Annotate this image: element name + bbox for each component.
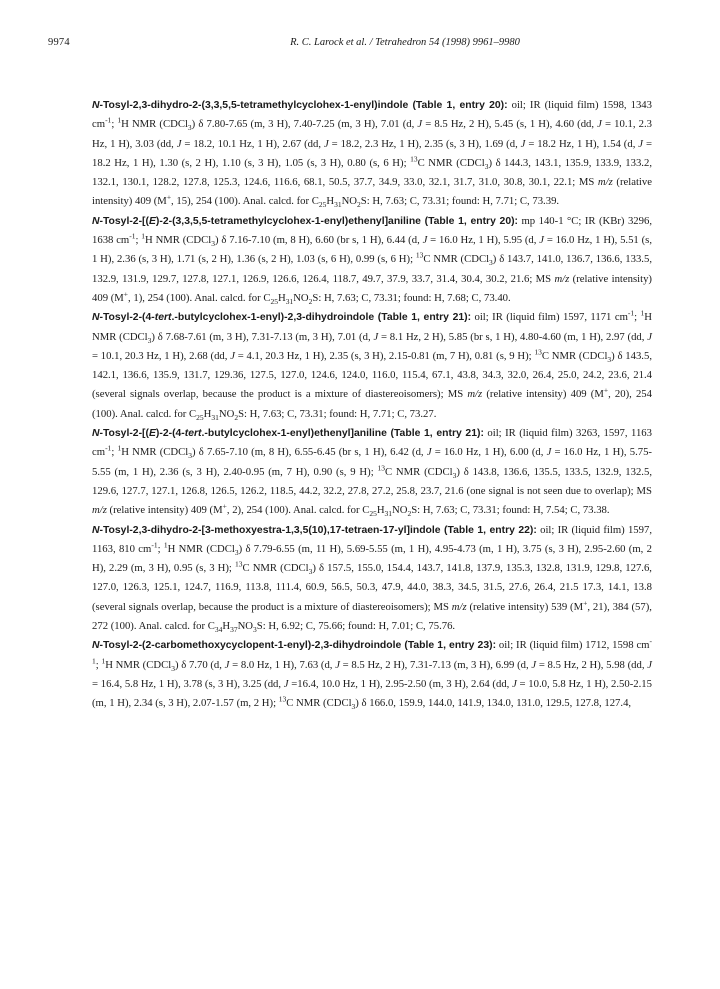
compound-entry bbox=[92, 96, 652, 212]
experimental-text bbox=[92, 96, 652, 714]
compound-title: N-Tosyl-2-[(E)-2-(3,3,5,5-tetramethylcyclohex-1-enyl)ethenyl]aniline (Table 1, entry 20): bbox=[92, 215, 519, 227]
compound-data: oil; IR (liquid film) 1598, 1343 $cm^{-1}$; $^1$H NMR (CDCl$_3$) δ 7.80-7.65 (m, 3 H), 7.40-7.25 (m, 3 H), 7.01 (d, J = 8.5 Hz, 2 H), 5.45 (s, 1 H), 4.60 (dd, J = 10.1, 2.3 Hz, 1 H), 3.03 (dd, J = 18.2, 10.1 Hz, 1 H), 2.67 (dd, J = 18.2, 2.3 Hz, 1 H), 2.35 (s, 3 H), 1.69 (d, J = 18.2 Hz, 1 H), 1.54 (d, J = 18.2 Hz, 1 H), 1.30 (s, 2 H), 1.10 (s, 3 H), 1.05 (s, 3 H), 0.80 (s, 6 H); $^{13}$C NMR (CDCl$_3$) δ 144.3, 143.1, 135.9, 133.9, 133.2, 132.1, 130.1, 128.2, 127.8, 125.3, 124.6, 116.6, 68.1, 50.5, 37.7, 34.9, 33.0, 32.1, 31.7, 31.0, 30.8, 30.1, 22.1; MS m/z (relative intensity) 409 (M+, 15), 254 (100). Anal. calcd. for $C_{25}H_{31}NO_2S$: H, 7.63; C, 73.31; found: H, 7.71; C, 73.39. bbox=[92, 99, 653, 210]
compound-entry bbox=[92, 212, 652, 308]
compound-data: oil; IR (liquid film) 1712, 1598 $cm^{-1}$; $^1$H NMR (CDCl$_3$) δ 7.70 (d, J = 8.0 Hz, 1 H), 7.63 (d, J = 8.5 Hz, 2 H), 7.31-7.13 (m, 3 H), 6.99 (d, J = 8.5 Hz, 2 H), 5.98 (dd, J = 16.4, 5.8 Hz, 1 H), 3.78 (s, 3 H), 3.25 (dd, J =16.4, 10.0 Hz, 1 H), 2.95-2.50 (m, 3 H), 2.64 (dd, J = 10.0, 5.8 Hz, 1 H), 2.50-2.15 (m, 1 H), 2.34 (s, 3 H), 2.07-1.57 (m, 2 H); $^{13}$C NMR (CDCl$_3$) δ 166.0, 159.9, 144.0, 141.9, 134.0, 131.0, 129.5, 127.8, 127.4, bbox=[92, 636, 652, 712]
compound-title: N-Tosyl-2-(2-carbomethoxycyclopent-1-enyl)-2,3-dihydroindole (Table 1, entry 23): bbox=[92, 640, 497, 652]
compound-data: oil; IR (liquid film) 1597, 1163, 810 $cm^{-1}$; $^1$H NMR (CDCl$_3$) δ 7.79-6.55 (m, 11 H), 5.69-5.55 (m, 1 H), 4.95-4.73 (m, 1 H), 3.75 (s, 3 H), 2.95-2.60 (m, 2 H), 2.29 (m, 3 H), 0.95 (s, 3 H); $^{13}$C NMR (CDCl$_3$) δ 157.5, 155.0, 154.4, 143.7, 141.8, 137.9, 135.3, 132.8, 131.9, 129.8, 127.6, 127.0, 126.3, 125.1, 124.7, 116.9, 113.8, 111.4, 60.9, 56.5, 50.3, 47.9, 44.0, 38.3, 34.5, 31.5, 27.6, 26.4, 21.5 17.3, 14.1, 13.8 (several signals overlap, because the product is a mixture of diastereoisomers); MS m/z (relative intensity) 539 (M+, 21), 384 (57), 272 (100). Anal. calcd. for $C_{34}H_{37}NO_3S$: H, 6.92; C, 75.66; found: H, 7.01; C, 75.76. bbox=[92, 523, 652, 635]
compound-entry bbox=[92, 308, 652, 424]
compound-entry bbox=[92, 636, 652, 713]
running-head: R. C. Larock et al. / Tetrahedron 54 (1998) 9961–9980 bbox=[290, 37, 520, 48]
compound-data: oil; IR (liquid film) 3263, 1597, 1163 $cm^{-1}$; $^1$H NMR (CDCl$_3$) δ 7.65-7.10 (m, 8 H), 6.55-6.45 (br s, 1 H), 6.42 (d, J = 16.0 Hz, 1 H), 6.00 (d, J = 16.0 Hz, 1 H), 5.75-5.55 (m, 1 H), 2.36 (s, 3 H), 2.40-0.95 (m, 7 H), 0.90 (s, 9 H); $^{13}$C NMR (CDCl$_3$) δ 143.8, 136.6, 135.5, 133.5, 132.9, 132.5, 129.6, 127.7, 127.1, 126.8, 126.5, 126.2, 118.5, 44.2, 32.2, 27.8, 27.2, 25.8, 23.7, 21.6 (one signal is not seen due to overlap); MS m/z (relative intensity) 409 (M+, 2), 254 (100). Anal. calcd. for $C_{25}H_{31}NO_2S$: H, 7.63; C, 73.31; found: H, 7.54; C, 73.38. bbox=[92, 427, 652, 519]
compound-data: mp 140-1 °C; IR (KBr) 3296, 1638 $cm^{-1}$; $^1$H NMR (CDCl$_3$) δ 7.16-7.10 (m, 8 H), 6.60 (br s, 1 H), 6.44 (d, J = 16.0 Hz, 1 H), 5.95 (d, J = 16.0 Hz, 1 H), 5.51 (s, 1 H), 2.36 (s, 3 H), 1.71 (s, 2 H), 1.36 (s, 2 H), 1.03 (s, 6 H), 0.99 (s, 6 H); $^{13}$C NMR (CDCl$_3$) δ 143.7, 141.0, 136.7, 136.6, 133.5, 132.9, 131.9, 129.7, 127.8, 127.1, 126.9, 126.6, 126.4, 118.7, 49.7, 37.9, 33.7, 31.4, 30.4, 30.2, 21.6; MS m/z (relative intensity) 409 (M+, 1), 254 (100). Anal. calcd. for $C_{25}H_{31}NO_2S$: H, 7.63; C, 73.31; found: H, 7.68; C, 73.40. bbox=[92, 214, 652, 307]
compound-data: oil; IR (liquid film) 1597, 1171 $cm^{-1}$; $^1$H NMR (CDCl$_3$) δ 7.68-7.61 (m, 3 H), 7.31-7.13 (m, 3 H), 7.01 (d, J = 8.1 Hz, 2 H), 5.85 (br s, 1 H), 4.80-4.60 (m, 1 H), 2.97 (dd, J = 10.1, 20.3 Hz, 1 H), 2.68 (dd, J = 4.1, 20.3 Hz, 1 H), 2.35 (s, 3 H), 2.15-0.81 (m, 7 H), 0.81 (s, 9 H); $^{13}$C NMR (CDCl$_3$) δ 143.5, 142.1, 136.6, 135.9, 131.7, 129.36, 127.5, 127.0, 124.6, 124.0, 116.0, 115.4, 67.1, 43.8, 34.3, 32.0, 26.4, 25.0, 24.2, 23.6, 21.4 (several signals overlap, because the product is a mixture of diastereoisomers); MS m/z (relative intensity) 409 (M+, 20), 254 (100). Anal. calcd. for $C_{25}H_{31}NO_2S$: H, 7.63; C, 73.31; found: H, 7.71; C, 73.27. bbox=[92, 308, 652, 422]
page-number: 9974 bbox=[48, 37, 70, 48]
compound-entry bbox=[92, 521, 652, 637]
compound-title: N-Tosyl-2,3-dihydro-2-(3,3,5,5-tetramethylcyclohex-1-enyl)indole (Table 1, entry 20): bbox=[92, 100, 508, 111]
compound-title: N-Tosyl-2,3-dihydro-2-[3-methoxyestra-1,3,5(10),17-tetraen-17-yl]indole (Table 1, entry 22): bbox=[92, 524, 537, 536]
compound-title: N-Tosyl-2-(4-tert.-butylcyclohex-1-enyl)-2,3-dihydroindole (Table 1, entry 21): bbox=[92, 312, 472, 324]
compound-entry bbox=[92, 424, 652, 520]
compound-title: N-Tosyl-2-[(E)-2-(4-tert.-butylcyclohex-1-enyl)ethenyl]aniline (Table 1, entry 21): bbox=[92, 428, 484, 440]
